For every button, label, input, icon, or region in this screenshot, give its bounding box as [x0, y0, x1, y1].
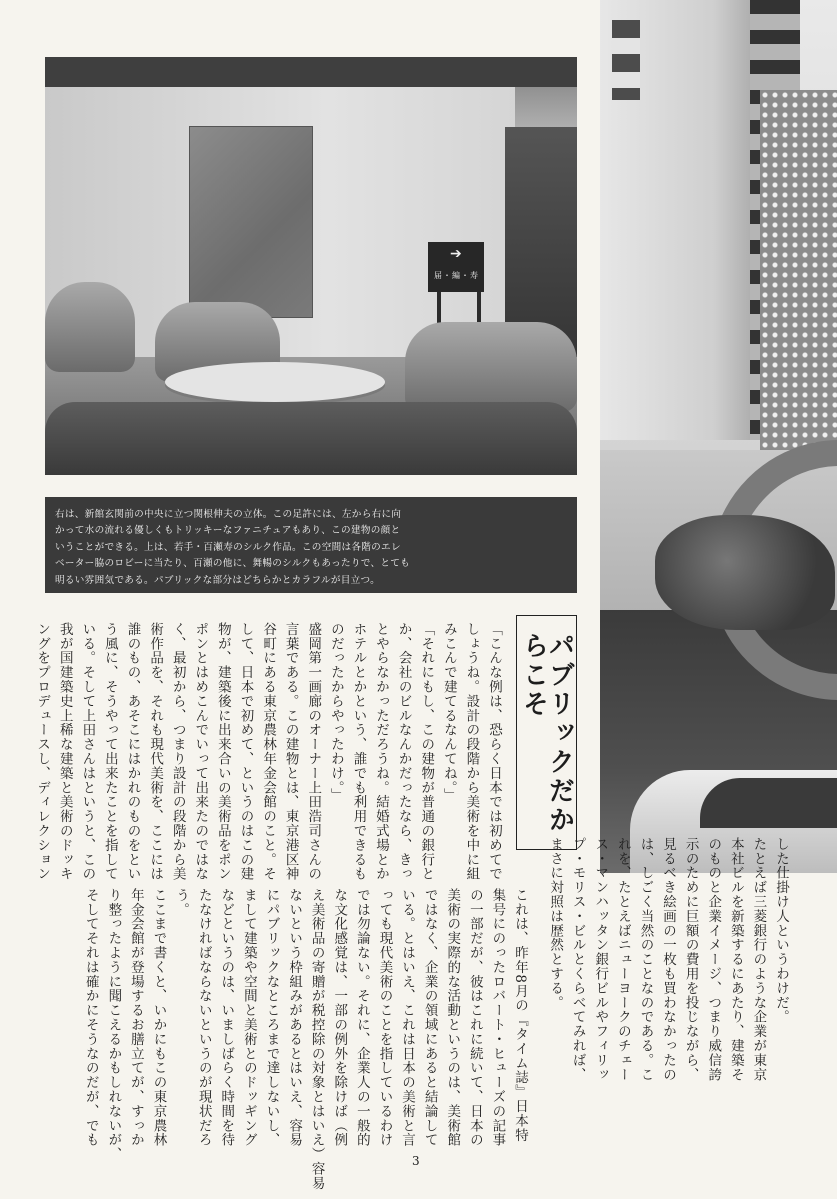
text-line: のものと企業イメージ、つまり威信誇: [705, 837, 722, 1082]
lobby-photo: [45, 57, 577, 475]
text-line: ここまで書くと、いかにもこの東京農林: [150, 888, 167, 1148]
building-photo: [600, 0, 837, 873]
text-line: ではなく、企業の領域にあると結論して: [421, 888, 438, 1148]
text-line: 示のために巨額の費用を投じながら、: [682, 837, 699, 1082]
text-line: とやらなかっただろうね。結婚式場とか: [373, 622, 390, 882]
round-table: [165, 362, 385, 402]
section-heading: パブリックだからこそ: [518, 632, 575, 835]
text-line: 「それにもし、この建物が普通の銀行と: [418, 622, 435, 882]
ceiling: [45, 57, 577, 87]
text-line: う風に、そうやって出来たことを指して: [101, 622, 118, 882]
text-line: した仕掛け人というわけだ。: [773, 837, 789, 1025]
text-line: のだったからやったわけ。」: [327, 622, 344, 803]
text-line: では勿論ない。それに、企業人の一般的: [353, 888, 370, 1148]
text-line: 「こんな例は、恐らく日本では初めてで: [486, 622, 502, 882]
text-line: 物が、建築後に出来合いの美術品をポン: [214, 622, 231, 882]
article-column-bottom-right: [530, 837, 792, 1142]
section-heading-box: [516, 615, 577, 850]
text-line: たとえば三菱銀行のような企業が東京: [750, 837, 767, 1082]
text-line: 術作品を、それも現代美術を、ここには: [147, 622, 164, 882]
text-line: 本社ビルを新築するにあたり、建築そ: [727, 837, 744, 1082]
armchair: [405, 322, 577, 412]
text-line: にパブリックなところまで達しないし、: [263, 888, 280, 1148]
text-line: そしてそれは確かにそうなのだが、でも: [82, 888, 99, 1148]
text-line: く、最初から、つまり設計の段階から美: [169, 622, 186, 882]
text-line: り整ったように聞こえるかもしれないが、: [105, 888, 122, 1162]
photo-caption: [45, 497, 577, 593]
text-line: して、日本で初めて、というのはこの建: [237, 622, 254, 882]
building-windows: [612, 20, 640, 100]
text-line: か、会社のビルなんかだったなら、きっ: [395, 622, 412, 882]
text-line: 言葉である。この建物とは、東京港区神: [282, 622, 299, 882]
text-line: 美術の実際的な活動というのは、美術館: [444, 888, 461, 1148]
caption-line: いうことができる。上は、若手・百瀬寿のシルク作品。この空間は各階のエレ: [55, 541, 401, 553]
page-number: 3: [412, 1154, 420, 1168]
text-line: 集号にのったロバート・ヒューズの記事: [489, 888, 506, 1148]
text-line: え美術品の寄贈が税控除の対象とはいえ）容易: [308, 888, 325, 1191]
lobby-sign-text: 届・編・寿: [434, 271, 479, 280]
text-line: たなければならないというのが現状だろ: [195, 888, 212, 1148]
lattice-facade: [760, 90, 837, 450]
text-line: の一部だが、彼はこれに続いて、日本の: [466, 888, 483, 1148]
text-line: みこんで建てるなんてね。」: [440, 622, 457, 803]
sculpture-stone: [655, 515, 835, 630]
text-line: 年金会館が登場するお膳立てが、すっか: [127, 888, 144, 1148]
text-line: 盛岡第一画廊のオーナー上田浩司さんの: [305, 622, 322, 882]
text-line: は、しごく当然のことなのである。こ: [637, 837, 654, 1082]
text-line: いる。とはいえ、これは日本の美術と言: [399, 888, 416, 1148]
text-line: ングをプロデュースし、ディレクション: [34, 622, 51, 882]
foreground-chairs: [45, 402, 577, 475]
text-line: う。: [173, 888, 190, 917]
text-line: しょうね。設計の段階から美術を中に組: [463, 622, 480, 882]
text-line: ないという枠組みがあるとはいえ、容易: [286, 888, 303, 1148]
text-line: いる。そして上田さんはというと、この: [79, 622, 96, 882]
text-line: な文化感覚は、一部の例外を除けば（例: [331, 888, 348, 1148]
armchair: [45, 282, 135, 372]
caption-line: 明るい雰囲気である。パブリックな部分はどちらかとカラフルが目立つ。: [55, 574, 380, 586]
text-line: ス・マンハッタン銀行ビルやフィリッ: [592, 837, 609, 1082]
text-line: 谷町にある東京農林年金会館のこと。そ: [260, 622, 277, 882]
text-line: 見るべき絵画の一枚も買わなかったの: [660, 837, 677, 1082]
text-line: 誰のもの、あそこにはかれのものをとい: [124, 622, 141, 882]
text-line: これは、昨年8月の『タイム誌』日本特: [512, 888, 528, 1143]
text-line: っても現代美術のことを指しているわけ: [376, 888, 393, 1148]
text-line: プ・モリス・ビルとくらべてみれば、: [569, 837, 586, 1082]
text-line: ホテルとかという、誰でも利用できるも: [350, 622, 367, 882]
arrow-right-icon: ➔: [450, 246, 462, 262]
text-line: れを、たとえばニューヨークのチェー: [614, 837, 631, 1082]
article-column-top: [34, 622, 505, 882]
article-column-bottom-left: [45, 888, 531, 1191]
caption-line: かって水の流れる優しくもトリッキーなファニチュアもあり、この建物の顔と: [55, 525, 401, 537]
car-window: [700, 778, 837, 828]
text-line: 我が国建築史上稀な建築と美術のドッキ: [56, 622, 73, 882]
text-line: などというのは、いましばらく時間を待: [218, 888, 235, 1148]
lobby-sign: [428, 242, 484, 292]
text-line: まさに対照は歴然とする。: [547, 837, 564, 1010]
text-line: ポンとはめこんでいって出来たのではな: [192, 622, 209, 882]
silk-artwork: [190, 127, 312, 317]
text-line: まして建築や空間と美術とのドッギング: [240, 888, 257, 1148]
caption-line: ベーター脇のロビーに当たり、百瀬の他に、舞暢のシルクもあったりで、とても: [55, 558, 411, 570]
caption-line: 右は、新館玄関前の中央に立つ関根伸夫の立体。この足許には、左から右に向: [55, 509, 402, 520]
